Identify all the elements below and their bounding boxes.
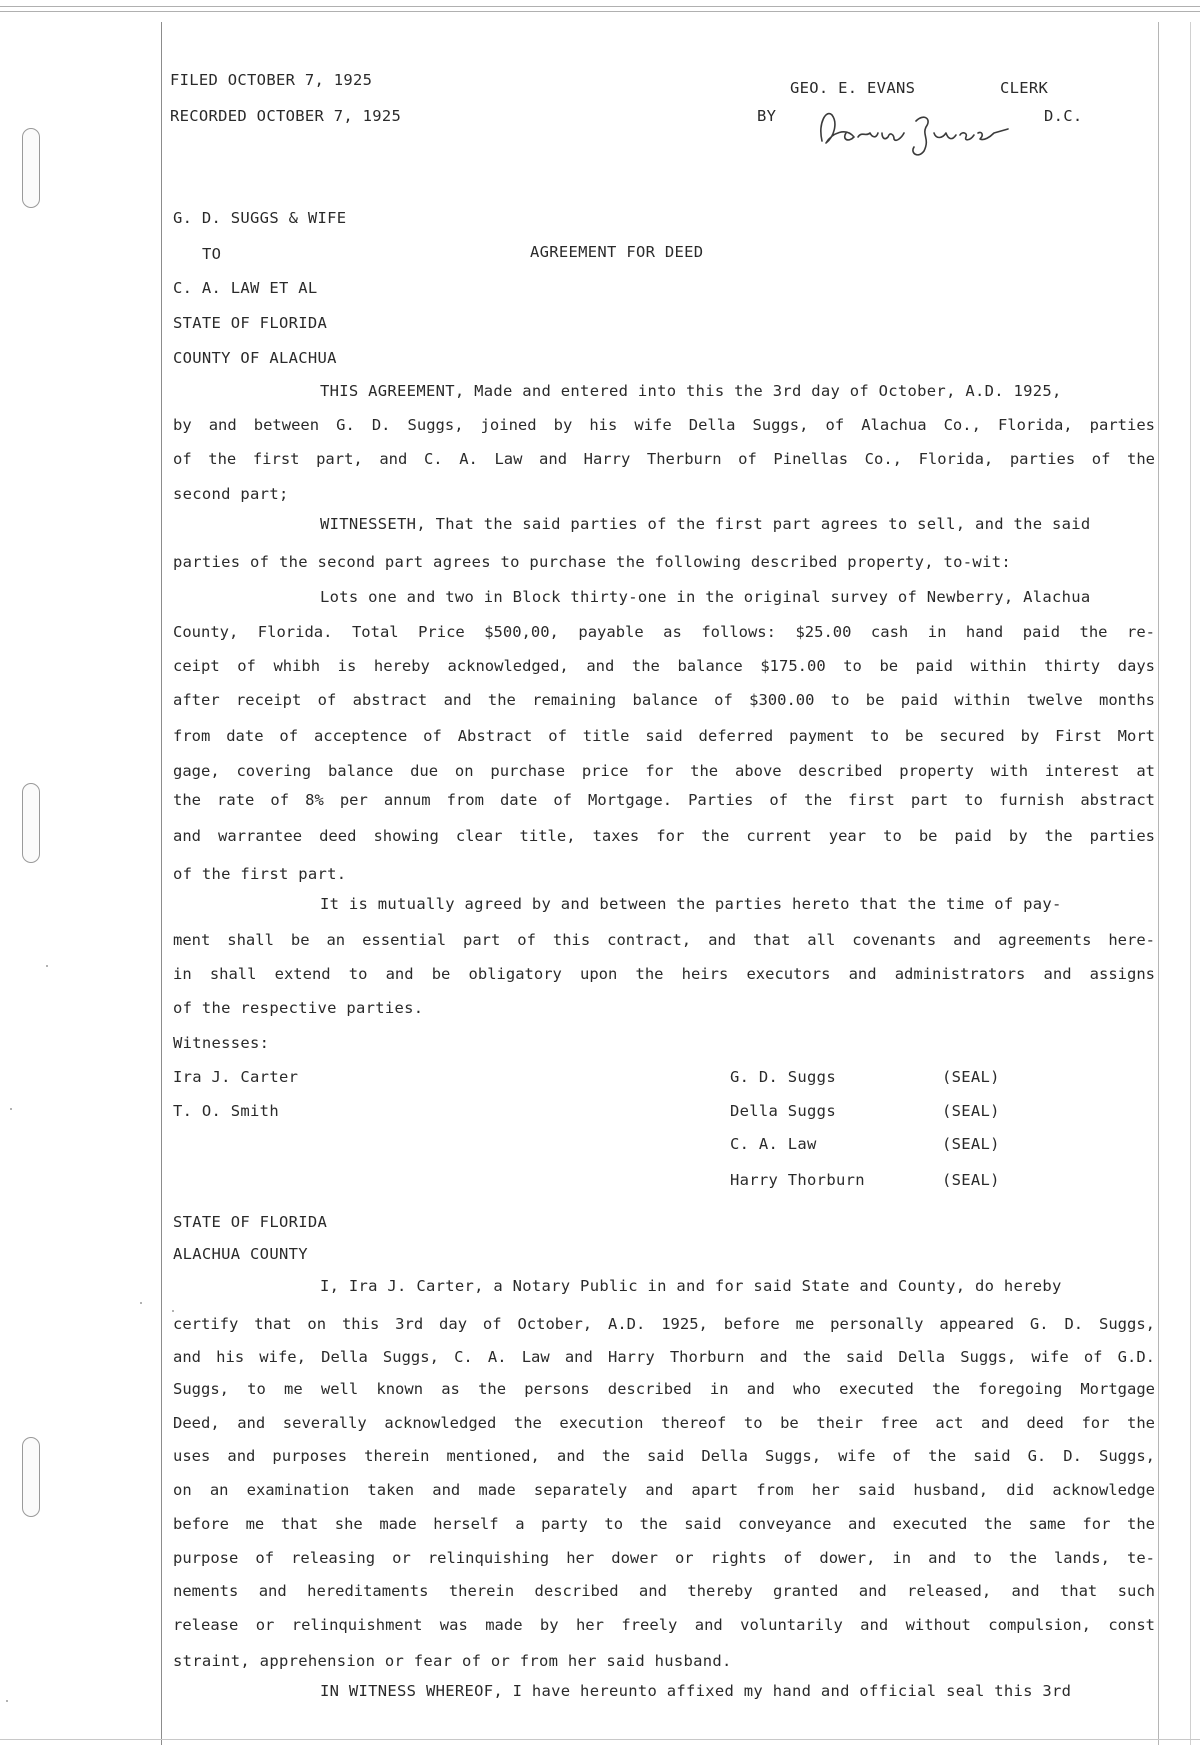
body-line: WITNESSETH, That the said parties of the first part agrees to sell, and the said [320, 515, 1091, 533]
binder-hole-middle [22, 783, 40, 863]
ack-line: straint, apprehension or fear of or from her said husband. [173, 1652, 732, 1670]
body-line: gage, covering balance due on purchase price for the above described property with interest at [173, 762, 1155, 780]
seal-mark: (SEAL) [942, 1102, 1000, 1120]
seal-mark: (SEAL) [942, 1068, 1000, 1086]
body-line: second part; [173, 485, 289, 503]
ack-line: IN WITNESS WHEREOF, I have hereunto affixed my hand and official seal this 3rd [320, 1682, 1072, 1700]
paper-speck [172, 1310, 174, 1312]
signatory-name: Della Suggs [730, 1102, 836, 1120]
page-bottom-edge [0, 1739, 1200, 1740]
ack-line: on an examination taken and made separately and apart from her said husband, did acknowledge [173, 1481, 1155, 1499]
by-label: BY [757, 107, 777, 125]
clerk-title: CLERK [1000, 79, 1049, 97]
binder-hole-bottom [22, 1437, 40, 1517]
signatory-name: C. A. Law [730, 1135, 817, 1153]
witness-name: Ira J. Carter [173, 1068, 299, 1086]
body-line: ceipt of whibh is hereby acknowledged, and the balance $175.00 to be paid within thirty days [173, 657, 1155, 675]
ack-state-heading: STATE OF FLORIDA [173, 1213, 328, 1231]
signatory-name: G. D. Suggs [730, 1068, 836, 1086]
ack-line: purpose of releasing or relinquishing her dower or rights of dower, in and to the lands, te- [173, 1549, 1155, 1567]
state-heading: STATE OF FLORIDA [173, 314, 328, 332]
body-line: and warrantee deed showing clear title, taxes for the current year to be paid by the parties [173, 827, 1155, 845]
paper-speck [46, 965, 48, 967]
body-line: parties of the second part agrees to purchase the following described property, to-wit: [173, 553, 1011, 571]
seal-mark: (SEAL) [942, 1171, 1000, 1189]
right-margin-line [1158, 22, 1159, 1745]
body-line: THIS AGREEMENT, Made and entered into this the 3rd day of October, A.D. 1925, [320, 382, 1062, 400]
grantor-name: G. D. SUGGS & WIFE [173, 209, 347, 227]
recorded-date: RECORDED OCTOBER 7, 1925 [170, 107, 402, 125]
to-label: TO [202, 245, 222, 263]
ack-line: certify that on this 3rd day of October, A.D. 1925, before me personally appeared G. D. Suggs, [173, 1315, 1155, 1333]
clerk-name: GEO. E. EVANS [790, 79, 916, 97]
grantee-name: C. A. LAW ET AL [173, 279, 318, 297]
body-line: by and between G. D. Suggs, joined by his wife Della Suggs, of Alachua Co., Florida, parties [173, 416, 1155, 434]
body-line: ment shall be an essential part of this contract, and that all covenants and agreements here- [173, 931, 1155, 949]
body-line: in shall extend to and be obligatory upon the heirs executors and administrators and assigns [173, 965, 1155, 983]
body-line: of the first part. [173, 865, 347, 883]
ack-county-heading: ALACHUA COUNTY [173, 1245, 308, 1263]
paper-speck [10, 1108, 12, 1110]
body-line: the rate of 8% per annum from date of Mortgage. Parties of the first part to furnish abstract [173, 791, 1155, 809]
left-margin-line [161, 22, 162, 1745]
witnesses-label: Witnesses: [173, 1034, 270, 1052]
body-line: after receipt of abstract and the remaining balance of $300.00 to be paid within twelve months [173, 691, 1155, 709]
filed-date: FILED OCTOBER 7, 1925 [170, 71, 373, 89]
signatory-name: Harry Thorburn [730, 1171, 865, 1189]
body-line: County, Florida. Total Price $500,00, payable as follows: $25.00 cash in hand paid the re- [173, 623, 1155, 641]
body-line: of the respective parties. [173, 999, 424, 1017]
ack-line: Suggs, to me well known as the persons described in and who executed the foregoing Mortgage [173, 1380, 1155, 1398]
binder-hole-top [22, 128, 40, 208]
body-line: It is mutually agreed by and between the parties hereto that the time of pay- [320, 895, 1062, 913]
deputy-clerk-signature [812, 103, 1032, 163]
deputy-clerk-label: D.C. [1044, 107, 1083, 125]
paper-speck [6, 1700, 8, 1702]
ack-line: before me that she made herself a party to the said conveyance and executed the same for the [173, 1515, 1155, 1533]
body-line: from date of acceptence of Abstract of title said deferred payment to be secured by First Mort [173, 727, 1155, 745]
ack-line: release or relinquishment was made by her freely and voluntarily and without compulsion, const [173, 1616, 1155, 1634]
seal-mark: (SEAL) [942, 1135, 1000, 1153]
body-line: Lots one and two in Block thirty-one in the original survey of Newberry, Alachua [320, 588, 1091, 606]
ack-line: I, Ira J. Carter, a Notary Public in and for said State and County, do hereby [320, 1277, 1062, 1295]
paper-speck [140, 1302, 142, 1304]
ack-line: nements and hereditaments therein described and thereby granted and released, and that such [173, 1582, 1155, 1600]
witness-name: T. O. Smith [173, 1102, 279, 1120]
ack-line: uses and purposes therein mentioned, and the said Della Suggs, wife of the said G. D. Suggs, [173, 1447, 1155, 1465]
county-heading: COUNTY OF ALACHUA [173, 349, 337, 367]
body-line: of the first part, and C. A. Law and Harry Therburn of Pinellas Co., Florida, parties of the [173, 450, 1155, 468]
document-title: AGREEMENT FOR DEED [530, 243, 704, 261]
page-top-border [0, 6, 1200, 12]
page-right-edge [1190, 22, 1191, 1745]
ack-line: Deed, and severally acknowledged the execution thereof to be their free act and deed for the [173, 1414, 1155, 1432]
ack-line: and his wife, Della Suggs, C. A. Law and Harry Thorburn and the said Della Suggs, wife of G.D. [173, 1348, 1155, 1366]
